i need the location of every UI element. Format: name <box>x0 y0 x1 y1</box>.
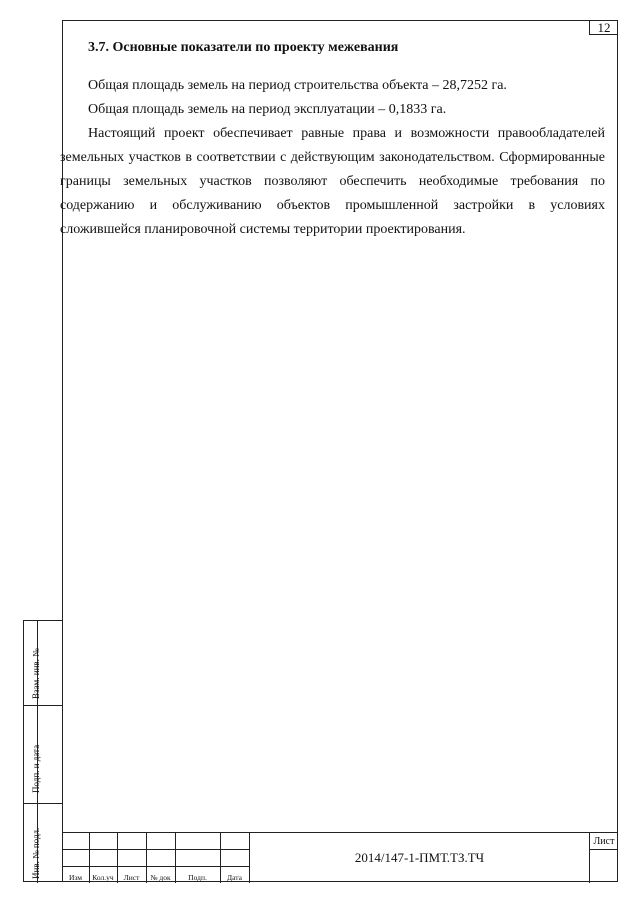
column-label-data: Дата <box>227 873 242 882</box>
side-label-vzam: Взам. инв. № <box>31 648 41 699</box>
side-label-podp: Подп. и дата <box>31 744 41 793</box>
page-number: 12 <box>597 20 611 35</box>
document-body <box>60 30 605 242</box>
paragraph-construction-area: Общая площадь земель на период строительства объекта – 28,7252 га. <box>88 78 507 93</box>
sheet-box <box>589 833 618 883</box>
side-label-inv: Инв. № подл. <box>31 827 41 879</box>
title-block <box>62 832 618 882</box>
side-cell-inv <box>24 803 41 883</box>
column-label-list: Лист <box>123 873 140 882</box>
column-label-podp: Подп. <box>188 873 207 882</box>
side-cell-podp <box>24 705 41 803</box>
side-stamp <box>23 620 62 882</box>
paragraph-operation-area: Общая площадь земель на период эксплуатации – 0,1833 га. <box>88 102 447 117</box>
column-label-ndok: № док <box>150 873 171 882</box>
paragraph-project-description: Настоящий проект обеспечивает равные права и возможности правообладателей земельных участков в соответствии с действующим законодательством. Сформированные границы земельных участков позволяют обеспечить необходимые требования по содержанию и обслуживанию объектов промышленной застройки в условиях сложившейся планировочной системы территории проектирования. <box>60 126 605 237</box>
sheet-label: Лист <box>593 836 615 847</box>
side-cell-vzam <box>24 621 41 705</box>
column-label-koluch: Кол.уч <box>92 873 114 882</box>
section-heading: 3.7. Основные показатели по проекту межевания <box>88 40 399 55</box>
revision-grid <box>62 833 249 883</box>
document-code: 2014/147-1-ПМТ.ТЗ.ТЧ <box>249 833 589 883</box>
column-label-izm: Изм <box>68 873 83 882</box>
